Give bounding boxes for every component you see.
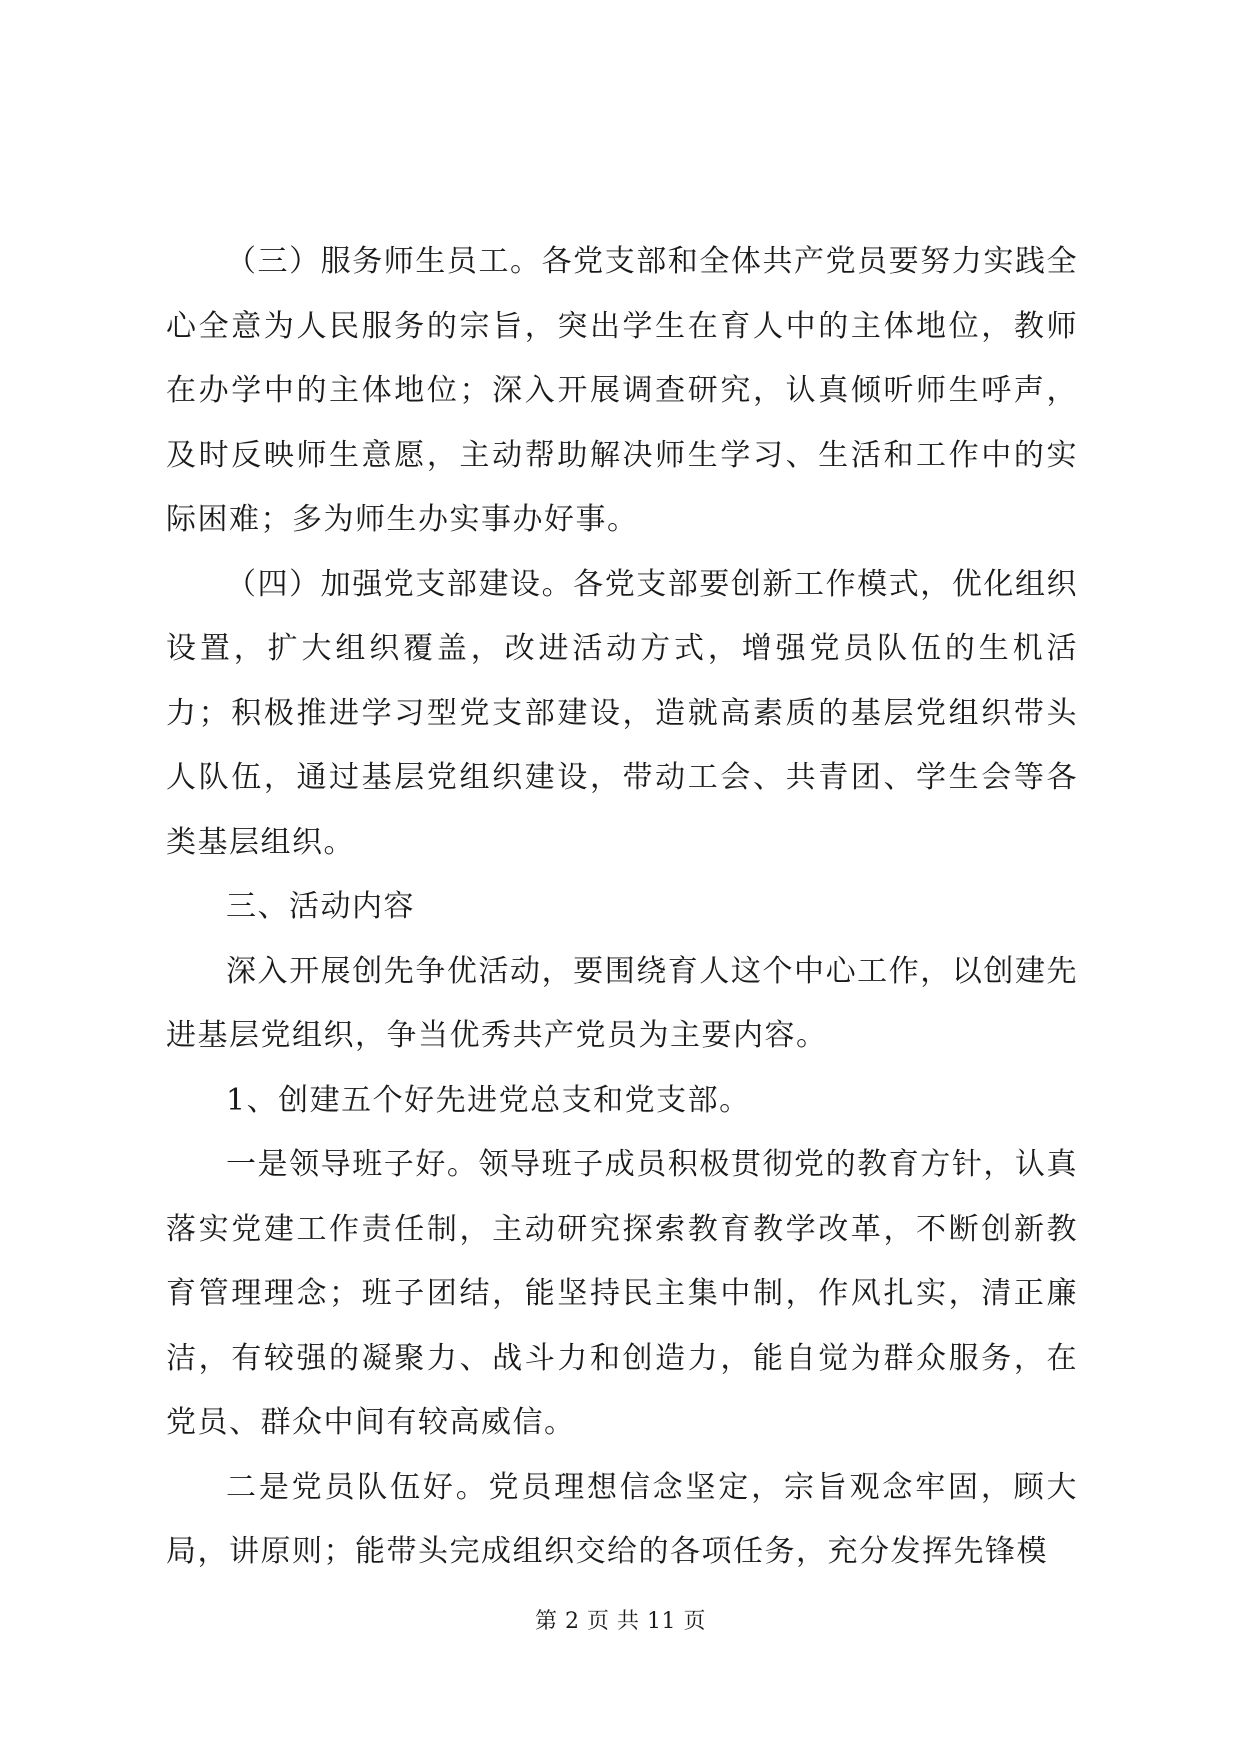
paragraph-item-one: 1、创建五个好先进党总支和党支部。: [226, 1082, 751, 1118]
paragraph-strengthen-party-branch: （四）加强党支部建设。各党支部要创新工作模式，优化组织设置，扩大组织覆盖，改进活动方式，增强党员队伍的生机活力；积极推进学习型党支部建设，造就高素质的基层党组织带头人队伍，通过基层党组织建设，带动工会、共青团、学生会等各类基层组织。: [166, 566, 1078, 860]
paragraph-serve-teachers-students: （三）服务师生员工。各党支部和全体共产党员要努力实践全心全意为人民服务的宗旨，突出学生在育人中的主体地位，教师在办学中的主体地位；深入开展调查研究，认真倾听师生呼声，及时反映师生意愿，主动帮助解决师生学习、生活和工作中的实际困难；多为师生办实事办好事。: [166, 244, 1078, 537]
paragraph-activity-intro: 深入开展创先争优活动，要围绕育人这个中心工作，以创建先进基层党组织，争当优秀共产党员为主要内容。: [166, 953, 1078, 1053]
paragraph-members-good: 二是党员队伍好。党员理想信念坚定，宗旨观念牢固，顾大局，讲原则；能带头完成组织交给的各项任务，充分发挥先锋模: [166, 1469, 1078, 1569]
section-heading-activity-content: 三、活动内容: [226, 889, 415, 924]
paragraph-leadership-good: 一是领导班子好。领导班子成员积极贯彻党的教育方针，认真落实党建工作责任制，主动研究探索教育教学改革，不断创新教育管理理念；班子团结，能坚持民主集中制，作风扎实，清正廉洁，有较强的凝聚力、战斗力和创造力，能自觉为群众服务，在党员、群众中间有较高威信。: [166, 1147, 1078, 1440]
document-body: [166, 230, 1078, 1585]
page-footer: 第 2 页 共 11 页: [535, 1609, 706, 1634]
